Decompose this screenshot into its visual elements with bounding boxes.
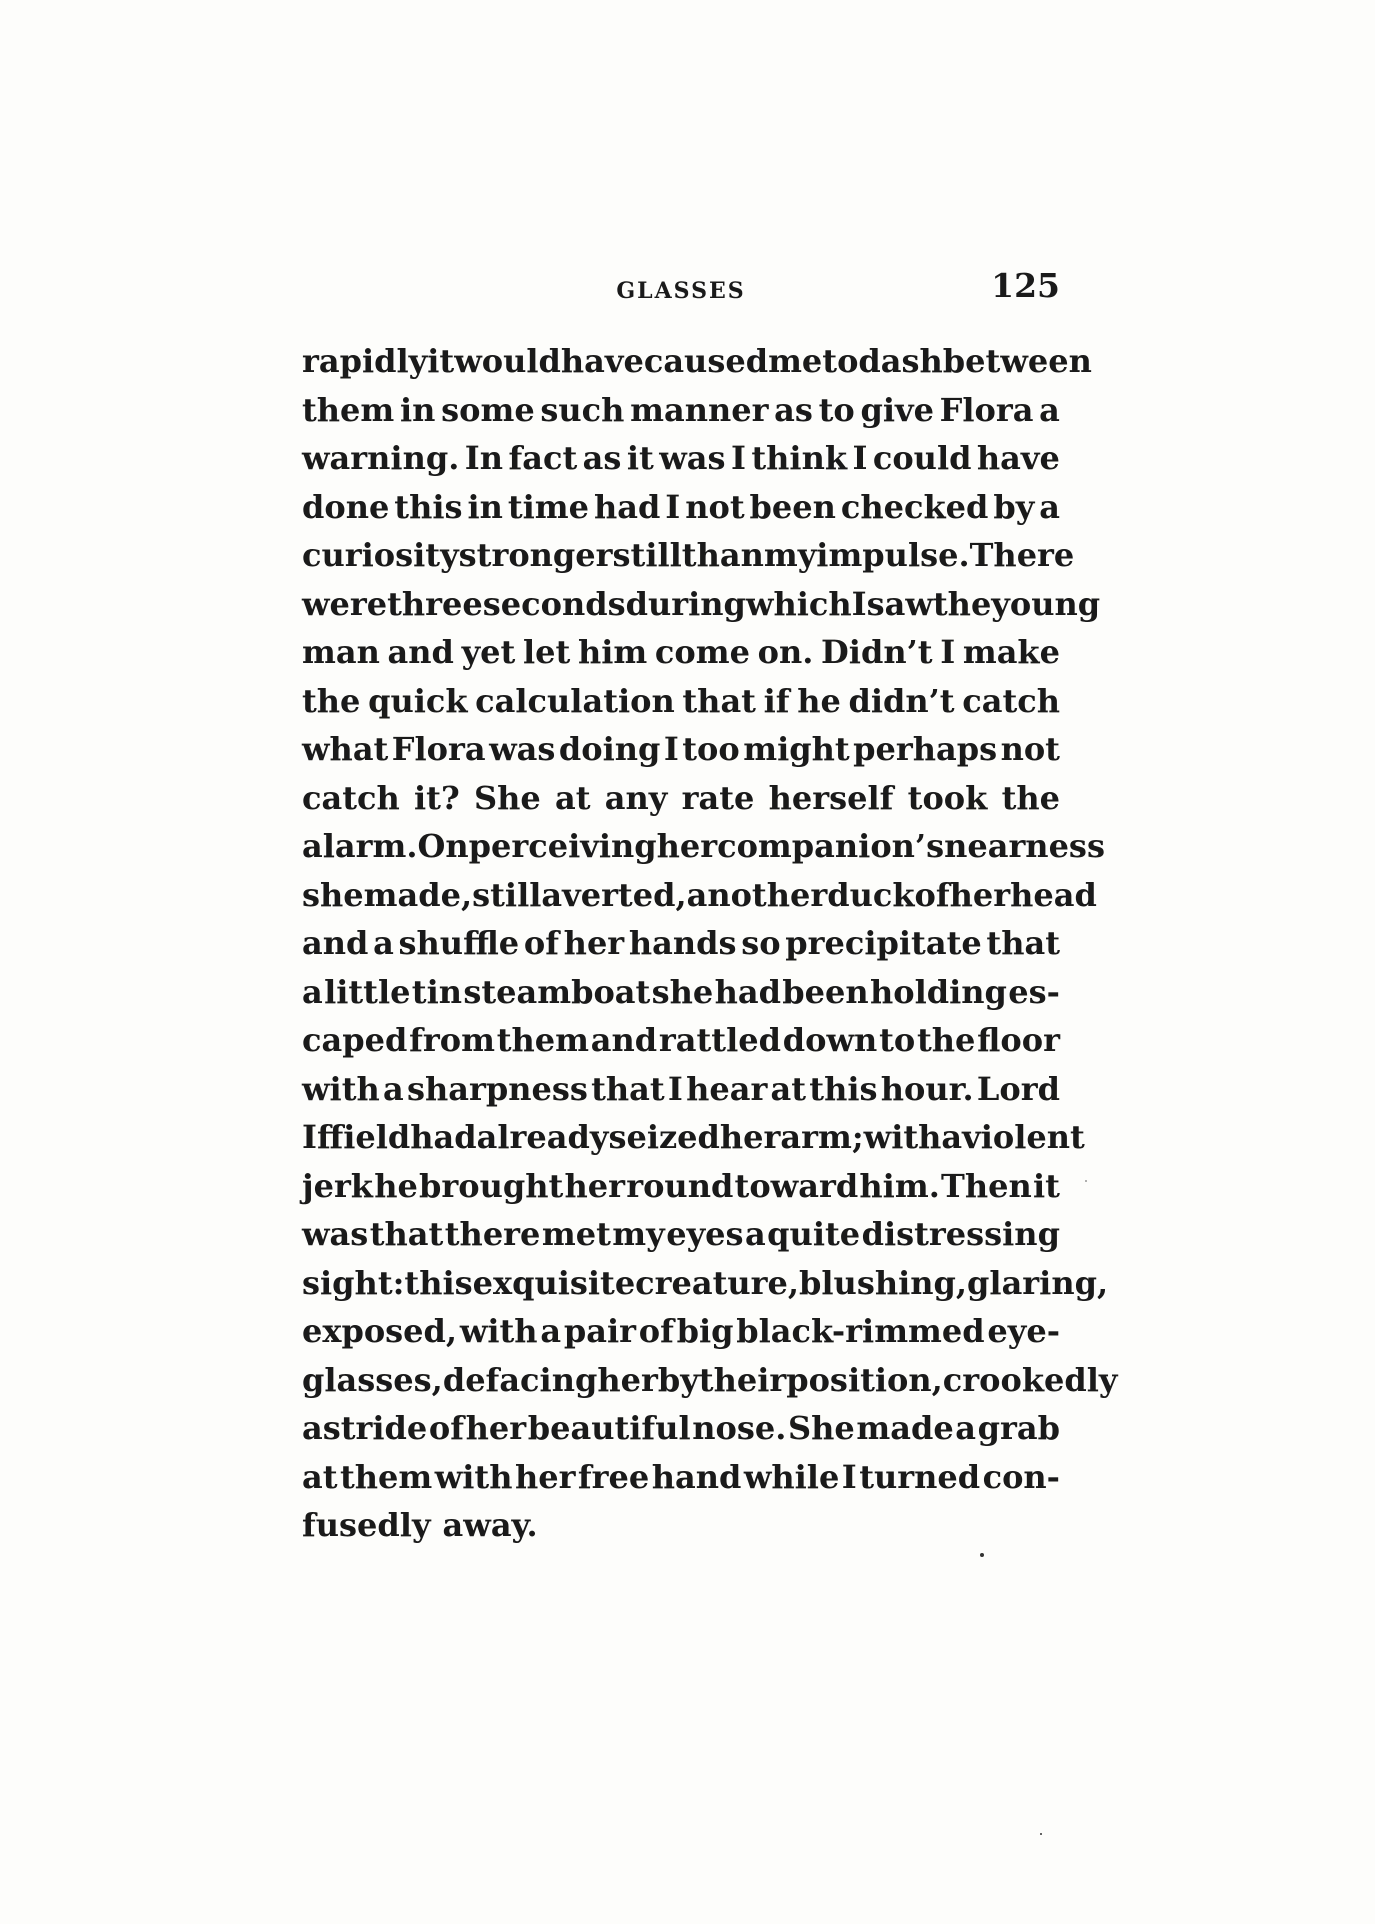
word: to (879, 1021, 916, 1059)
word: defacing (442, 1360, 598, 1399)
word: rate (681, 778, 755, 817)
text-line (302, 774, 1060, 823)
word: in (467, 487, 503, 526)
word: her (564, 1166, 625, 1205)
text-line (302, 1016, 1060, 1065)
word: holding (869, 972, 1007, 1011)
word: than (681, 536, 764, 574)
word: she (651, 972, 714, 1011)
word: dash (858, 342, 943, 380)
word: still (612, 536, 682, 574)
word: might (743, 730, 850, 768)
text-line (302, 386, 1060, 435)
word: curiosity (302, 536, 459, 574)
word: I (940, 633, 956, 671)
word: that (369, 1215, 444, 1253)
word: that (986, 924, 1060, 962)
word: perceiving (468, 827, 657, 865)
word: I (841, 1457, 857, 1496)
word: have (560, 342, 644, 380)
word: she (302, 875, 364, 914)
word: it? (414, 778, 460, 817)
word: still (472, 875, 542, 914)
word: averted, (541, 875, 687, 914)
text-line (302, 1065, 1060, 1114)
word: such (540, 390, 625, 429)
word: them (496, 1021, 589, 1059)
word: duck (827, 875, 915, 914)
word: as (774, 390, 813, 429)
word: was (302, 1215, 369, 1253)
word: took (907, 778, 988, 817)
word: met (541, 1215, 611, 1253)
word: this (404, 1263, 473, 1302)
word: con- (982, 1457, 1060, 1496)
word: a (373, 924, 394, 962)
word: yet (461, 633, 516, 671)
word: done (302, 487, 390, 526)
word: a (302, 972, 323, 1011)
word: distressing (861, 1215, 1060, 1253)
word: eyes (666, 1215, 744, 1253)
word: what (302, 730, 389, 768)
word: a (540, 1312, 562, 1350)
word: a (382, 1069, 404, 1108)
word: of (914, 875, 950, 914)
word: didn’t (848, 681, 955, 720)
word: that (591, 1069, 665, 1108)
word: a (955, 1409, 977, 1447)
word: been (749, 487, 836, 526)
word: caused (643, 342, 769, 380)
word: I (851, 584, 867, 623)
word: from (409, 1021, 495, 1059)
word: es- (1008, 972, 1060, 1011)
word: I (730, 439, 746, 477)
word: head (1010, 875, 1097, 914)
word: sharpness (406, 1069, 588, 1108)
word: with (459, 1312, 538, 1350)
word: think (751, 439, 847, 477)
word: impulse. (816, 536, 970, 574)
word: position, (786, 1360, 943, 1399)
word: to (822, 342, 859, 380)
text-line (302, 725, 1060, 774)
word: had (714, 972, 781, 1011)
word: Flora (391, 730, 486, 768)
text-line (302, 919, 1060, 968)
word: while (743, 1457, 840, 1496)
word: creature, (635, 1263, 800, 1302)
word: not (1000, 730, 1060, 768)
text-line (302, 1162, 1060, 1211)
word: been (782, 972, 869, 1011)
word: my (763, 536, 817, 574)
word: black-rimmed (736, 1312, 985, 1350)
word: her (563, 924, 625, 962)
word: seized (608, 1118, 720, 1156)
word: nose. (692, 1409, 787, 1447)
word: quite (767, 1215, 861, 1253)
word: tin (411, 972, 462, 1011)
text-line (302, 1453, 1060, 1502)
text-line (302, 337, 1092, 386)
word: me (768, 342, 823, 380)
word: seconds (482, 584, 626, 623)
word: free (577, 1457, 650, 1496)
word: them (302, 390, 395, 429)
text-line (302, 483, 1060, 532)
word: her (656, 827, 718, 865)
word: Iffield (302, 1118, 411, 1156)
word: the (1001, 778, 1060, 817)
word: already (476, 1118, 609, 1156)
word: steamboat (463, 972, 651, 1011)
word: perhaps (853, 730, 998, 768)
word: doing (558, 730, 661, 768)
word: come (654, 633, 750, 671)
word: would (454, 342, 561, 380)
word: young (991, 584, 1101, 623)
word: my (612, 1215, 665, 1253)
word: warning. (302, 439, 460, 477)
word: him (577, 633, 648, 671)
word: Flora (939, 390, 1034, 429)
word: grab (977, 1409, 1060, 1447)
word: I (663, 730, 679, 768)
word: precipitate (785, 924, 982, 962)
word: with (302, 1069, 380, 1108)
text-line (302, 1307, 1060, 1356)
word: herself (768, 778, 894, 817)
word: give (860, 390, 934, 429)
text-line (302, 1210, 1060, 1259)
word: let (522, 633, 571, 671)
word: quick (368, 681, 468, 720)
running-title: GLASSES (616, 278, 746, 304)
word: glasses, (302, 1360, 443, 1399)
word: catch (962, 681, 1060, 720)
word: as (582, 439, 622, 477)
text-line (302, 677, 1060, 726)
word: toward (734, 1166, 859, 1205)
word: Lord (976, 1069, 1060, 1108)
word: hands (628, 924, 737, 962)
word: the (916, 1021, 976, 1059)
word: it (1032, 1166, 1060, 1205)
word: had (410, 1118, 477, 1156)
word: make (962, 633, 1060, 671)
word: alarm. (302, 827, 418, 865)
print-speck (1085, 1180, 1087, 1182)
word: and (302, 924, 369, 962)
word: Then (941, 1166, 1032, 1205)
word: turned (859, 1457, 981, 1496)
word: which (745, 584, 852, 623)
text-line (302, 1501, 1060, 1550)
word: was (489, 730, 556, 768)
word: fact (508, 439, 578, 477)
text-line (302, 1404, 1060, 1453)
word: a (1039, 390, 1060, 429)
word: had (593, 487, 661, 526)
word: Didn’t (821, 633, 933, 671)
word: shuffle (398, 924, 520, 962)
word: if (763, 681, 790, 720)
word: In (464, 439, 504, 477)
word: a (744, 1215, 766, 1253)
word: I (665, 487, 681, 526)
word: he (374, 1166, 418, 1205)
word: exposed, (302, 1312, 458, 1350)
word: and (590, 1021, 658, 1059)
word: made (856, 1409, 954, 1447)
word: beautiful (527, 1409, 691, 1447)
word: of (428, 1409, 465, 1447)
word: with (863, 1118, 942, 1156)
word: checked (840, 487, 989, 526)
word: jerk (302, 1166, 373, 1205)
text-line (302, 968, 1060, 1017)
word: made, (363, 875, 473, 914)
word: arm; (780, 1118, 864, 1156)
word: him. (859, 1166, 940, 1205)
word: it (427, 342, 455, 380)
text-line (302, 1259, 1109, 1308)
word: down (782, 1021, 878, 1059)
word: of (523, 924, 559, 962)
word: blushing, (799, 1263, 968, 1302)
word: astride (302, 1409, 428, 1447)
text-line (302, 871, 1097, 920)
word: too (682, 730, 740, 768)
text-line (302, 628, 1060, 677)
word: three (387, 584, 483, 623)
text-line (302, 531, 1075, 580)
text-line (302, 434, 1060, 483)
word: not (685, 487, 745, 526)
word: to (818, 390, 855, 429)
word: have (976, 439, 1060, 477)
word: rattled (658, 1021, 781, 1059)
word: of (638, 1312, 674, 1350)
word: her (597, 1360, 658, 1399)
word: away. (442, 1506, 538, 1544)
word: at (302, 1457, 338, 1496)
print-speck (980, 1553, 984, 1557)
word: and (387, 633, 454, 671)
word: this (809, 1069, 878, 1108)
word: rapidly (302, 342, 428, 380)
word: with (434, 1457, 513, 1496)
page-number: 125 (991, 266, 1060, 305)
word: stronger (458, 536, 613, 574)
word: it (626, 439, 654, 477)
word: I (852, 439, 868, 477)
word: that (682, 681, 756, 720)
word: he (797, 681, 841, 720)
word: some (441, 390, 535, 429)
word: calculation (475, 681, 675, 720)
word: a (1039, 487, 1060, 526)
word: on. (757, 633, 814, 671)
word: the (302, 681, 361, 720)
text-line (302, 1113, 1085, 1162)
word: time (507, 487, 589, 526)
word: manner (630, 390, 769, 429)
print-speck (1040, 1833, 1042, 1835)
word: the (932, 584, 992, 623)
word: so (741, 924, 781, 962)
word: hear (686, 1069, 768, 1108)
word: violent (962, 1118, 1085, 1156)
word: in (399, 390, 436, 429)
word: between (942, 342, 1092, 380)
word: nearness (944, 827, 1105, 865)
word: could (872, 439, 972, 477)
word: their (698, 1360, 787, 1399)
word: a (941, 1118, 963, 1156)
word: her (465, 1409, 527, 1447)
word: On (417, 827, 469, 865)
word: her (514, 1457, 576, 1496)
word: companion’s (717, 827, 945, 865)
word: was (659, 439, 726, 477)
word: at (554, 778, 591, 817)
word: her (949, 875, 1011, 914)
word: were (302, 584, 388, 623)
text-line (302, 822, 1105, 871)
word: big (676, 1312, 734, 1350)
word: them (339, 1457, 433, 1496)
word: by (993, 487, 1035, 526)
word: She (473, 778, 541, 817)
word: any (604, 778, 668, 817)
word: hand (651, 1457, 742, 1496)
word: during (625, 584, 746, 623)
word: this (394, 487, 463, 526)
word: little (324, 972, 411, 1011)
word: man (302, 633, 380, 671)
word: saw (866, 584, 933, 623)
word: exquisite (472, 1263, 636, 1302)
word: caped (302, 1021, 408, 1059)
word: there (444, 1215, 541, 1253)
word: at (770, 1069, 807, 1108)
word: There (969, 536, 1075, 574)
word: sight: (302, 1263, 405, 1302)
body-text (302, 337, 1118, 1550)
word: eye- (987, 1312, 1060, 1350)
word: She (787, 1409, 855, 1447)
word: catch (302, 778, 400, 817)
word: another (686, 875, 828, 914)
word: glaring, (967, 1263, 1109, 1302)
word: I (667, 1069, 683, 1108)
word: hour. (880, 1069, 974, 1108)
word: brought (419, 1166, 564, 1205)
word: round (626, 1166, 734, 1205)
word: floor (977, 1021, 1060, 1059)
running-head (302, 262, 1060, 312)
word: crookedly (942, 1360, 1118, 1399)
word: pair (563, 1312, 636, 1350)
word: by (657, 1360, 699, 1399)
text-line (302, 1356, 1118, 1405)
word: fusedly (302, 1506, 431, 1544)
word: her (719, 1118, 781, 1156)
text-line (302, 580, 1101, 629)
